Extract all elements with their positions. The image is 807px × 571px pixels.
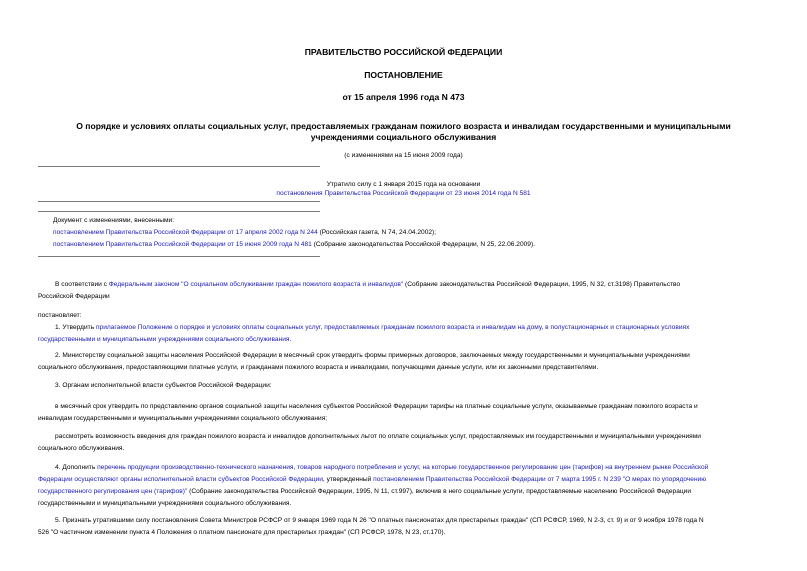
- status-link[interactable]: постановления Правительства Российской Федерации от 23 июня 2014 года N 581: [276, 190, 531, 197]
- document-date: от 15 апреля 1996 года N 473: [342, 92, 465, 102]
- amended-note: (с изменениями на 15 июня 2009 года): [344, 152, 463, 159]
- title-line-1: О порядке и условиях оплаты социальных услуг, предоставляемых гражданам пожилого возраста и инвалидам государственными и муниципальными: [76, 121, 731, 131]
- paragraph-5: 5. Признать утратившими силу постановления Совета Министров РСФСР от 9 января 1969 года N 26 "О платных пансионатах для престарелых граждан" (СП РСФСР, 1969, N 2-3, ст. 9) и от 9 ноября 1978 года N 526 "О частичном изменении пункта 4 Положения о платном пансионате для престарелых граждан" (СП РСФСР, 1978, N 23, ст.170).: [38, 517, 704, 536]
- regulation-link[interactable]: государственными и муниципальными учреждениями социального обслуживания: [38, 336, 290, 343]
- resolution-239-link[interactable]: постановлением Правительства Российской Федерации от 7 марта 1995 г. N 239 "О мерах по упорядочению: [373, 476, 707, 483]
- price-list-link[interactable]: Федерации осуществляют органы исполнительной власти субъектов Российской Федерации: [38, 476, 323, 483]
- paragraph-4: 4. Дополнить перечень продукции производственно-технического назначения, товаров народного потребления и услуг, на которые государственное регулирование цен (тарифов) на внутреннем рынке Российской Федерации осуществляют органы исполнительной власти субъектов Российской Федерации, утвержденный постановлением Правительства Российской Федерации от 7 марта 1995 г. N 239 "О мерах по упорядочению государственного регулирования цен (тарифов)" (Собрание законодательства Российской Федерации, 1995, N 11, ст.997), включив в него социальные услуги, предоставляемые населению Российской Федерации государственными и муниципальными учреждениями социального обслуживания.: [38, 464, 709, 507]
- resolution-239-link[interactable]: государственного регулирования цен (тарифов)": [38, 488, 188, 495]
- paragraph-2: 2. Министерству социальной защиты населения Российской Федерации в месячный срок утвердить формы примерных договоров, заключаемых между государственными и муниципальными учреждениями социального обслуживания, предоставляющими платные услуги, и гражданами пожилого возраста и инвалидами, получающими данные услуги, или их законными представителями.: [38, 352, 690, 371]
- paragraph-1: 1. Утвердить прилагаемое Положение о порядке и условиях оплаты социальных услуг, предоставляемых гражданам пожилого возраста и инвалидам на дому, в полустационарных и стационарных условиях государственными и муниципальными учреждениями социального обслуживания.: [38, 324, 690, 343]
- change-link[interactable]: постановлением Правительства Российской Федерации от 17 апреля 2002 года N 244: [53, 229, 318, 236]
- divider: [38, 256, 320, 257]
- regulation-link[interactable]: прилагаемое Положение о порядке и условиях оплаты социальных услуг, предоставляемых гражданам пожилого возраста и инвалидам на дому, в полустационарных и стационарных условиях: [95, 324, 690, 331]
- divider: [38, 201, 320, 202]
- resolves-label: постановляет:: [38, 312, 82, 319]
- price-list-link[interactable]: перечень продукции производственно-технического назначения, товаров народного потребления и услуг, на которые государственное регулирование цен (тарифов) на внутреннем рынке Российской: [97, 464, 709, 471]
- government-name: ПРАВИТЕЛЬСТВО РОССИЙСКОЙ ФЕДЕРАЦИИ: [304, 47, 503, 57]
- change-item: постановлением Правительства Российской Федерации от 17 апреля 2002 года N 244 (Российская газета, N 74, 24.04.2002);: [53, 229, 437, 236]
- document-title: [0, 121, 807, 143]
- divider: [38, 166, 320, 167]
- change-link[interactable]: постановлением Правительства Российской Федерации от 15 июня 2009 года N 481: [53, 241, 312, 248]
- change-item: постановлением Правительства Российской Федерации от 15 июня 2009 года N 481 (Собрание законодательства Российской Федерации, N 25, 22.06.2009).: [53, 241, 535, 248]
- paragraph-3: 3. Органам исполнительной власти субъектов Российской Федерации:: [55, 382, 272, 389]
- status-line: Утратило силу с 1 января 2015 года на основании: [326, 181, 481, 188]
- paragraph-3-a: в месячный срок утвердить по представлению органов социальной защиты населения субъектов Российской Федерации тарифы на платные социальные услуги, оказываемые гражданам пожилого возраста и инвалидам государственными и муниципальными учреждениями социального обслуживания;: [38, 403, 698, 422]
- paragraph-preamble: В соответствии с Федеральным законом "О социальном обслуживании граждан пожилого возраста и инвалидов" (Собрание законодательства Российской Федерации, 1995, N 32, ст.3198) Правительство Российской Федерации: [38, 281, 681, 300]
- changes-intro: Документ с изменениями, внесенными:: [53, 217, 175, 224]
- federal-law-link[interactable]: Федеральным законом "О социальном обслуживании граждан пожилого возраста и инвалидов": [108, 281, 404, 288]
- title-line-2: учреждениями социального обслуживания: [310, 132, 497, 142]
- changes-block: [53, 215, 793, 251]
- document-type: ПОСТАНОВЛЕНИЕ: [364, 70, 443, 80]
- status-note: [0, 180, 807, 198]
- divider: [38, 211, 320, 212]
- paragraph-3-b: рассмотреть возможность введения для граждан пожилого возраста и инвалидов дополнительных льгот по оплате социальных услуг, предоставляемых им государственными и муниципальными учреждениями социального обслуживания.: [38, 433, 701, 452]
